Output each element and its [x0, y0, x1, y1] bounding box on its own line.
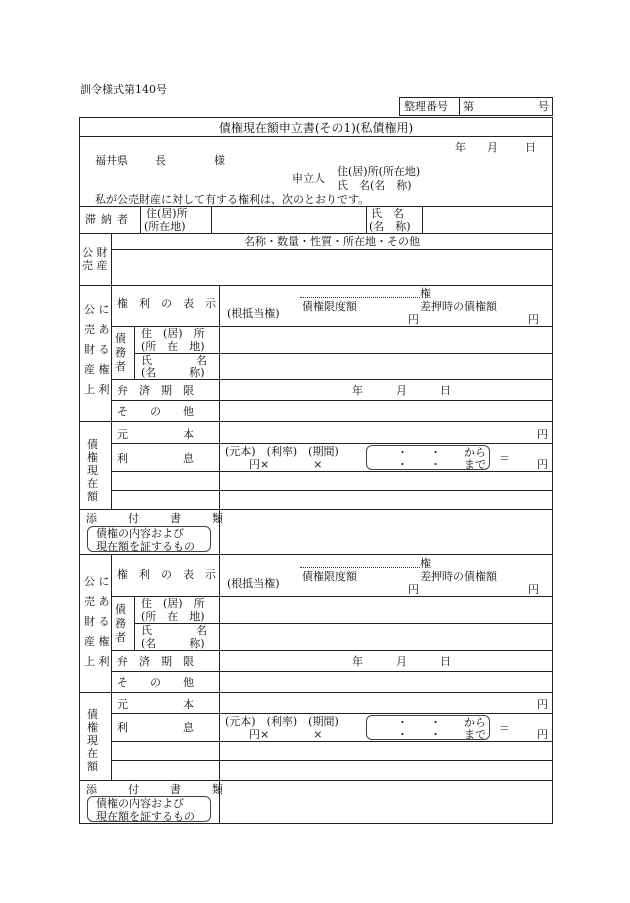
kara-2: から [464, 716, 486, 729]
taxpayer-label: 滞納者 [85, 213, 133, 226]
principal-yen-2: 円 [537, 698, 548, 711]
applicant-name-label: 氏 名(名 称) [337, 179, 412, 192]
seize-label-2: 差押時の債権額 [420, 570, 497, 583]
rights-label-1: 権 利 の 表 示 [117, 297, 216, 310]
debtor-label-2: 債 務 者 [115, 603, 126, 644]
taxpayer-name-sub: (名 称) [369, 220, 411, 233]
ken-label-2: 権 [420, 557, 431, 570]
taxpayer-address-sub: (所在地) [144, 220, 186, 233]
repay-date-2: 年 月 日 [352, 655, 451, 668]
addressee-pref: 福井県 [95, 154, 128, 167]
seiri-dai: 第 [463, 100, 474, 113]
interest-label-1: 利 息 [117, 452, 194, 465]
principal-yen-1: 円 [537, 428, 548, 441]
made-2: まで [464, 728, 486, 741]
formula-bottom-1: 円× × [249, 458, 323, 471]
period-to-dots-2: ・ ・ [397, 728, 441, 741]
repay-date-1: 年 月 日 [352, 384, 451, 397]
principal-label-2: 元 本 [117, 698, 194, 711]
other-label-2: そ の 他 [117, 676, 194, 689]
equals-2: ＝ [499, 722, 510, 735]
other-label-1: そ の 他 [117, 405, 194, 418]
formula-bottom-2: 円× × [249, 728, 323, 741]
attach-note2-2: 現在額を証するもの [96, 810, 195, 823]
rights-label-2: 権 利 の 表 示 [117, 568, 216, 581]
limit-yen-2: 円 [408, 583, 419, 596]
statement: 私が公売財産に対して有する権利は、次のとおりです。 [95, 193, 370, 206]
taxpayer-address-label: 住(居)所 [146, 207, 188, 220]
made-1: まで [464, 458, 486, 471]
interest-label-2: 利 息 [117, 721, 194, 734]
interest-yen-1: 円 [537, 458, 548, 471]
kara-1: から [464, 446, 486, 459]
debtor-name-2: 氏 名 [141, 624, 207, 637]
seize-label-1: 差押時の債権額 [420, 300, 497, 313]
repay-label-1: 弁 済 期 限 [117, 384, 194, 397]
repay-label-2: 弁 済 期 限 [117, 655, 194, 668]
debtor-name-sub-2: (名 称) [141, 637, 205, 650]
ken-label-1: 権 [420, 287, 431, 300]
formula-top-2: (元本) (利率) (期間) [225, 715, 339, 728]
debtor-address-1: 住 (居) 所 [141, 327, 205, 340]
debtor-label-1: 債 務 者 [115, 332, 126, 373]
applicant-label: 申立人 [292, 172, 325, 185]
addressee-sama: 様 [214, 154, 225, 167]
equals-1: ＝ [499, 452, 510, 465]
seiri-go: 号 [538, 100, 549, 113]
claim-side-label-2: 債 権 現 在 額 [87, 708, 98, 773]
interest-yen-2: 円 [537, 728, 548, 741]
seiri-label: 整理番号 [404, 100, 448, 113]
form-title: 債権現在額申立書(その1)(私債権用) [218, 121, 414, 135]
limit-yen-1: 円 [408, 313, 419, 326]
right-side-label-1: 公 に 売 あ 財 る 産 権 上 利 [84, 303, 110, 396]
seize-yen-2: 円 [528, 583, 539, 596]
attach-note2-1: 現在額を証するもの [96, 540, 195, 553]
date-day: 日 [525, 141, 536, 154]
kon-label-2: (根抵当権) [227, 577, 280, 590]
limit-label-1: 債権限度額 [302, 300, 357, 313]
property-header: 名称・数量・性質・所在地・その他 [244, 235, 420, 248]
period-from-dots-1: ・ ・ [397, 446, 441, 459]
date-year: 年 [455, 141, 466, 154]
applicant-address-label: 住(居)所(所在地) [337, 165, 421, 178]
debtor-address-sub-1: (所 在 地) [141, 340, 205, 353]
seize-yen-1: 円 [528, 313, 539, 326]
debtor-name-1: 氏 名 [141, 354, 207, 367]
kon-label-1: (根抵当権) [227, 307, 280, 320]
limit-label-2: 債権限度額 [302, 570, 357, 583]
claim-side-label-1: 債 権 現 在 額 [87, 438, 98, 503]
date-month: 月 [487, 141, 498, 154]
taxpayer-name-label: 氏 名 [371, 207, 404, 220]
attach-note1-2: 債権の内容および [96, 797, 184, 810]
form-number: 訓令様式第140号 [80, 83, 167, 96]
debtor-address-sub-2: (所 在 地) [141, 610, 205, 623]
attach-title-2: 添 付 書 類 [86, 783, 233, 796]
addressee-cho: 長 [155, 154, 166, 167]
attach-note1-1: 債権の内容および [96, 527, 184, 540]
period-to-dots-1: ・ ・ [397, 458, 441, 471]
debtor-name-sub-1: (名 称) [141, 366, 205, 379]
formula-top-1: (元本) (利率) (期間) [225, 445, 339, 458]
principal-label-1: 元 本 [117, 428, 194, 441]
property-label: 公 財 売 産 [82, 246, 108, 272]
period-from-dots-2: ・ ・ [397, 716, 441, 729]
right-side-label-2: 公 に 売 あ 財 る 産 権 上 利 [84, 575, 110, 668]
debtor-address-2: 住 (居) 所 [141, 597, 205, 610]
attach-title-1: 添 付 書 類 [86, 512, 233, 525]
